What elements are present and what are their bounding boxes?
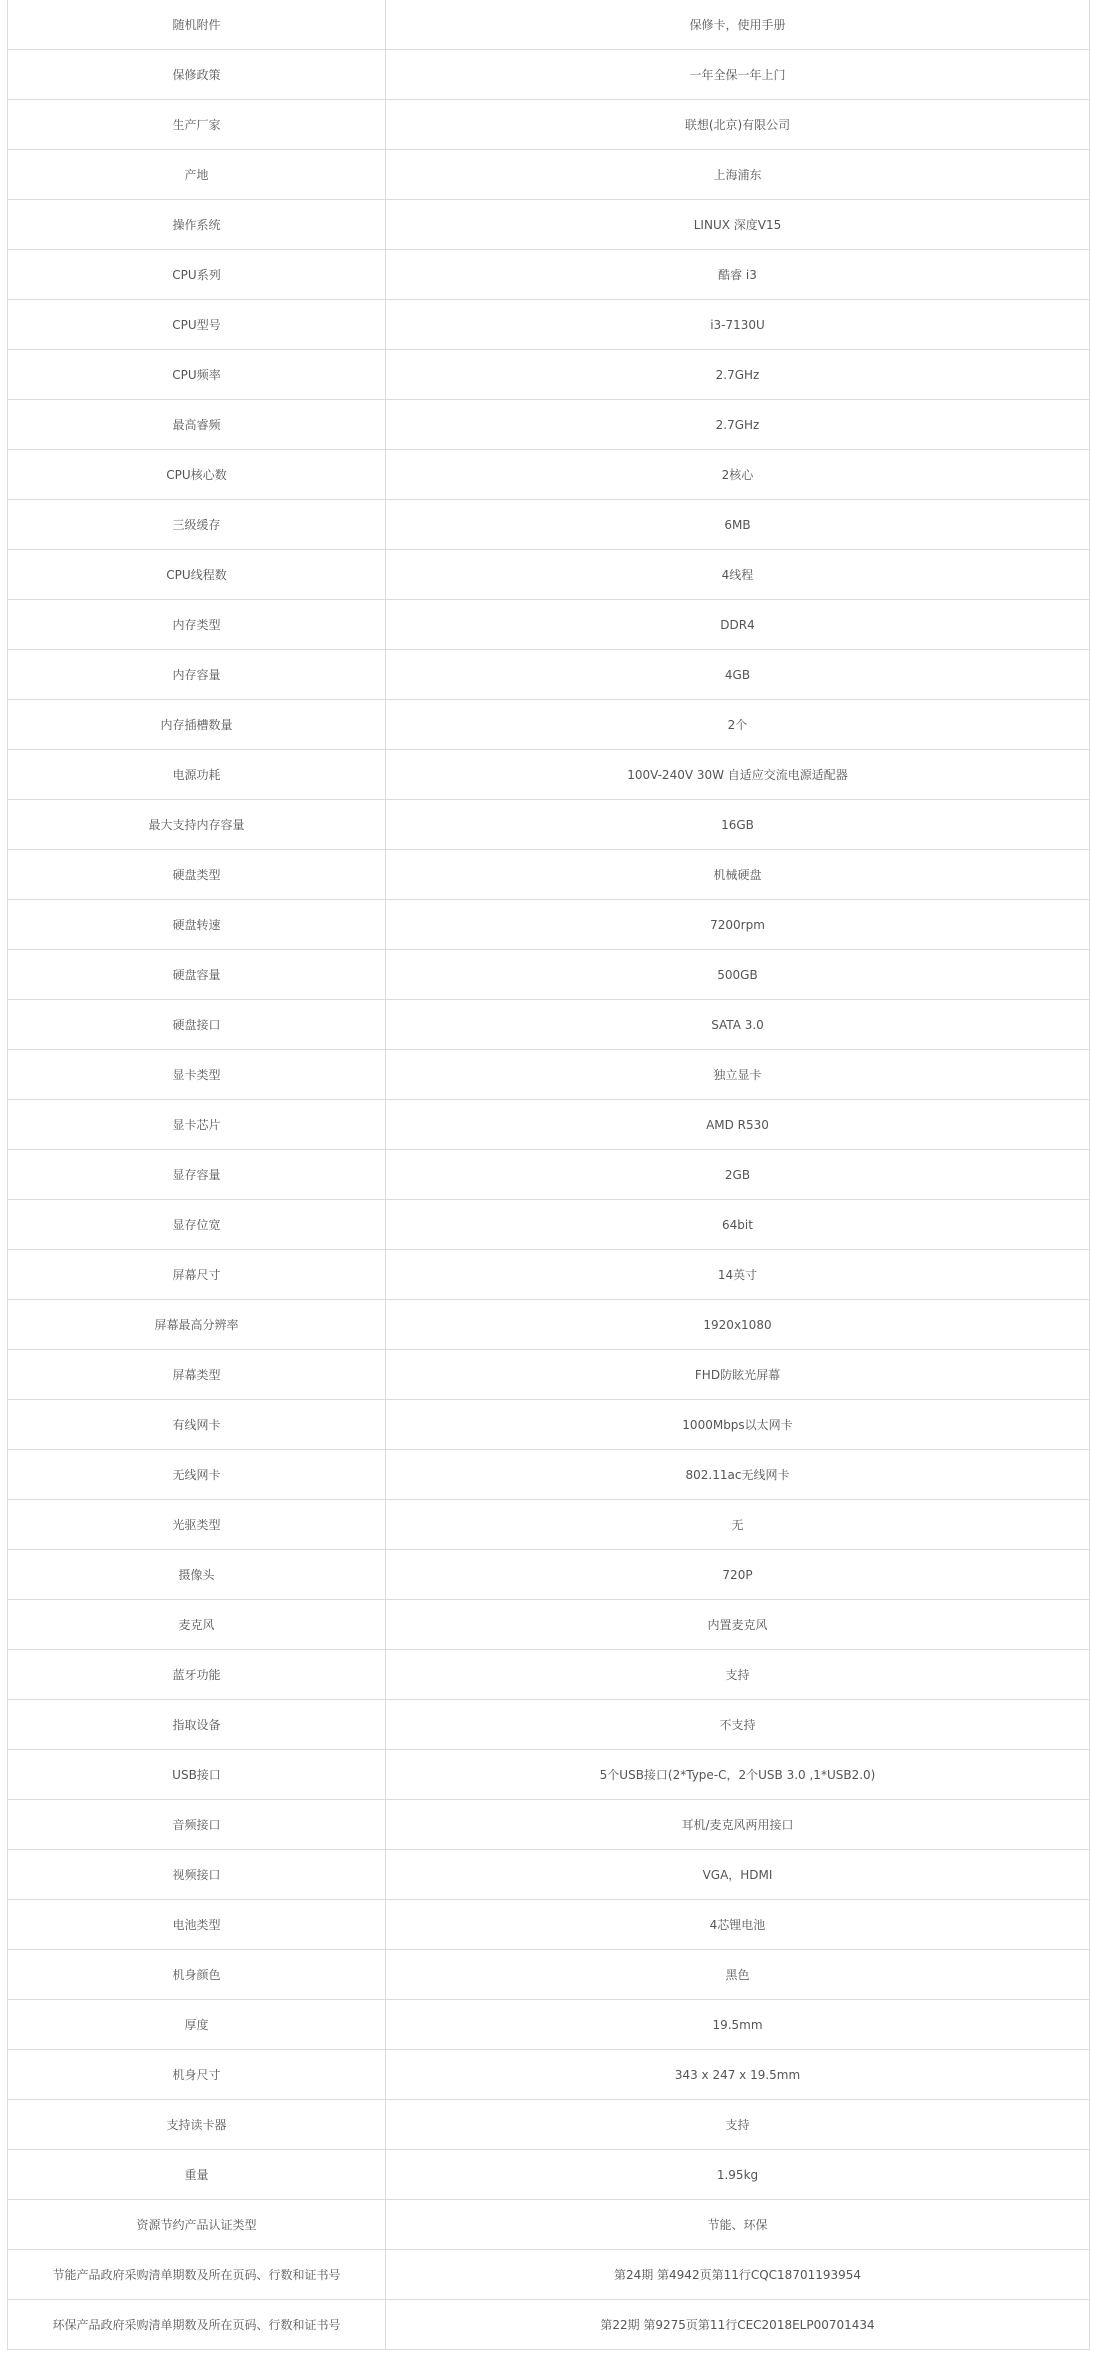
spec-label: 显存位宽 <box>8 1200 386 1250</box>
spec-label: 硬盘容量 <box>8 950 386 1000</box>
spec-label: 显卡类型 <box>8 1050 386 1100</box>
spec-row <box>8 100 1090 150</box>
spec-label: 指取设备 <box>8 1700 386 1750</box>
spec-row <box>8 650 1090 700</box>
spec-row <box>8 2150 1090 2200</box>
spec-row <box>8 1600 1090 1650</box>
spec-value: 上海浦东 <box>386 150 1090 200</box>
spec-row <box>8 1150 1090 1200</box>
spec-value: 802.11ac无线网卡 <box>386 1450 1090 1500</box>
spec-row <box>8 1000 1090 1050</box>
spec-row <box>8 1100 1090 1150</box>
spec-row <box>8 2050 1090 2100</box>
spec-label: 最高睿频 <box>8 400 386 450</box>
spec-label: 保修政策 <box>8 50 386 100</box>
spec-row <box>8 250 1090 300</box>
spec-label: 屏幕类型 <box>8 1350 386 1400</box>
spec-label: 支持读卡器 <box>8 2100 386 2150</box>
spec-value: 酷睿 i3 <box>386 250 1090 300</box>
spec-table <box>7 0 1090 2350</box>
spec-label: 随机附件 <box>8 0 386 50</box>
spec-value: 1000Mbps以太网卡 <box>386 1400 1090 1450</box>
spec-row <box>8 1400 1090 1450</box>
spec-label: 显卡芯片 <box>8 1100 386 1150</box>
spec-row <box>8 1900 1090 1950</box>
spec-value: 100V-240V 30W 自适应交流电源适配器 <box>386 750 1090 800</box>
spec-row <box>8 1500 1090 1550</box>
spec-value: 64bit <box>386 1200 1090 1250</box>
spec-label: 机身尺寸 <box>8 2050 386 2100</box>
spec-label: 视频接口 <box>8 1850 386 1900</box>
spec-value: 4线程 <box>386 550 1090 600</box>
spec-label: 重量 <box>8 2150 386 2200</box>
spec-label: 麦克风 <box>8 1600 386 1650</box>
spec-row <box>8 700 1090 750</box>
spec-row <box>8 200 1090 250</box>
spec-label: 显存容量 <box>8 1150 386 1200</box>
spec-value: 2核心 <box>386 450 1090 500</box>
spec-label: 内存类型 <box>8 600 386 650</box>
spec-row <box>8 2100 1090 2150</box>
spec-row <box>8 1200 1090 1250</box>
spec-label: USB接口 <box>8 1750 386 1800</box>
spec-row <box>8 0 1090 50</box>
spec-row <box>8 1050 1090 1100</box>
spec-label: CPU频率 <box>8 350 386 400</box>
spec-table-body <box>8 0 1090 2350</box>
spec-row <box>8 300 1090 350</box>
spec-row <box>8 1650 1090 1700</box>
spec-value: VGA，HDMI <box>386 1850 1090 1900</box>
spec-label: CPU系列 <box>8 250 386 300</box>
spec-label: 硬盘接口 <box>8 1000 386 1050</box>
spec-value: 1920x1080 <box>386 1300 1090 1350</box>
spec-value: DDR4 <box>386 600 1090 650</box>
spec-value: AMD R530 <box>386 1100 1090 1150</box>
spec-row <box>8 550 1090 600</box>
spec-label: 节能产品政府采购清单期数及所在页码、行数和证书号 <box>8 2250 386 2300</box>
spec-value: 343 x 247 x 19.5mm <box>386 2050 1090 2100</box>
spec-value: 2GB <box>386 1150 1090 1200</box>
spec-label: 摄像头 <box>8 1550 386 1600</box>
spec-value: 一年全保一年上门 <box>386 50 1090 100</box>
spec-row <box>8 500 1090 550</box>
spec-label: CPU核心数 <box>8 450 386 500</box>
spec-label: 电源功耗 <box>8 750 386 800</box>
spec-label: 有线网卡 <box>8 1400 386 1450</box>
spec-row <box>8 1450 1090 1500</box>
spec-label: CPU线程数 <box>8 550 386 600</box>
spec-label: 机身颜色 <box>8 1950 386 2000</box>
spec-value: 2.7GHz <box>386 400 1090 450</box>
spec-label: 产地 <box>8 150 386 200</box>
spec-label: 硬盘转速 <box>8 900 386 950</box>
spec-row <box>8 2200 1090 2250</box>
spec-label: 操作系统 <box>8 200 386 250</box>
spec-label: 屏幕尺寸 <box>8 1250 386 1300</box>
spec-value: 支持 <box>386 1650 1090 1700</box>
spec-label: 资源节约产品认证类型 <box>8 2200 386 2250</box>
spec-row <box>8 600 1090 650</box>
spec-row <box>8 1950 1090 2000</box>
spec-label: 最大支持内存容量 <box>8 800 386 850</box>
spec-label: 光驱类型 <box>8 1500 386 1550</box>
spec-row <box>8 350 1090 400</box>
spec-label: 内存插槽数量 <box>8 700 386 750</box>
spec-value: 5个USB接口(2*Type-C，2个USB 3.0 ,1*USB2.0) <box>386 1750 1090 1800</box>
spec-value: 16GB <box>386 800 1090 850</box>
spec-row <box>8 2300 1090 2350</box>
spec-value: 1.95kg <box>386 2150 1090 2200</box>
spec-row <box>8 750 1090 800</box>
spec-row <box>8 1550 1090 1600</box>
spec-row <box>8 1800 1090 1850</box>
spec-row <box>8 2250 1090 2300</box>
spec-value: 支持 <box>386 2100 1090 2150</box>
spec-label: 硬盘类型 <box>8 850 386 900</box>
spec-row <box>8 800 1090 850</box>
spec-value: 2个 <box>386 700 1090 750</box>
spec-label: 无线网卡 <box>8 1450 386 1500</box>
spec-label: 三级缓存 <box>8 500 386 550</box>
spec-label: 音频接口 <box>8 1800 386 1850</box>
spec-row <box>8 1750 1090 1800</box>
spec-row <box>8 1350 1090 1400</box>
spec-row <box>8 850 1090 900</box>
spec-value: 无 <box>386 1500 1090 1550</box>
spec-value: 内置麦克风 <box>386 1600 1090 1650</box>
spec-value: 机械硬盘 <box>386 850 1090 900</box>
spec-label: 生产厂家 <box>8 100 386 150</box>
spec-row <box>8 1250 1090 1300</box>
spec-label: 蓝牙功能 <box>8 1650 386 1700</box>
spec-value: 500GB <box>386 950 1090 1000</box>
spec-value: SATA 3.0 <box>386 1000 1090 1050</box>
spec-value: 联想(北京)有限公司 <box>386 100 1090 150</box>
spec-label: 厚度 <box>8 2000 386 2050</box>
spec-row <box>8 950 1090 1000</box>
spec-value: 第22期 第9275页第11行CEC2018ELP00701434 <box>386 2300 1090 2350</box>
spec-row <box>8 450 1090 500</box>
spec-value: 7200rpm <box>386 900 1090 950</box>
spec-value: 2.7GHz <box>386 350 1090 400</box>
spec-label: 内存容量 <box>8 650 386 700</box>
spec-value: 耳机/麦克风两用接口 <box>386 1800 1090 1850</box>
spec-row <box>8 2000 1090 2050</box>
spec-row <box>8 900 1090 950</box>
spec-value: 独立显卡 <box>386 1050 1090 1100</box>
spec-value: FHD防眩光屏幕 <box>386 1350 1090 1400</box>
spec-value: 第24期 第4942页第11行CQC18701193954 <box>386 2250 1090 2300</box>
spec-value: LINUX 深度V15 <box>386 200 1090 250</box>
spec-label: CPU型号 <box>8 300 386 350</box>
spec-row <box>8 1700 1090 1750</box>
spec-value: 黑色 <box>386 1950 1090 2000</box>
spec-row <box>8 150 1090 200</box>
spec-row <box>8 50 1090 100</box>
spec-row <box>8 1300 1090 1350</box>
spec-label: 环保产品政府采购清单期数及所在页码、行数和证书号 <box>8 2300 386 2350</box>
spec-value: 19.5mm <box>386 2000 1090 2050</box>
spec-value: 6MB <box>386 500 1090 550</box>
spec-row <box>8 400 1090 450</box>
spec-value: 保修卡，使用手册 <box>386 0 1090 50</box>
spec-value: 不支持 <box>386 1700 1090 1750</box>
spec-value: 14英寸 <box>386 1250 1090 1300</box>
spec-value: 720P <box>386 1550 1090 1600</box>
spec-row <box>8 1850 1090 1900</box>
spec-label: 电池类型 <box>8 1900 386 1950</box>
spec-value: 4GB <box>386 650 1090 700</box>
spec-value: 节能、环保 <box>386 2200 1090 2250</box>
spec-label: 屏幕最高分辨率 <box>8 1300 386 1350</box>
spec-value: i3-7130U <box>386 300 1090 350</box>
spec-value: 4芯锂电池 <box>386 1900 1090 1950</box>
